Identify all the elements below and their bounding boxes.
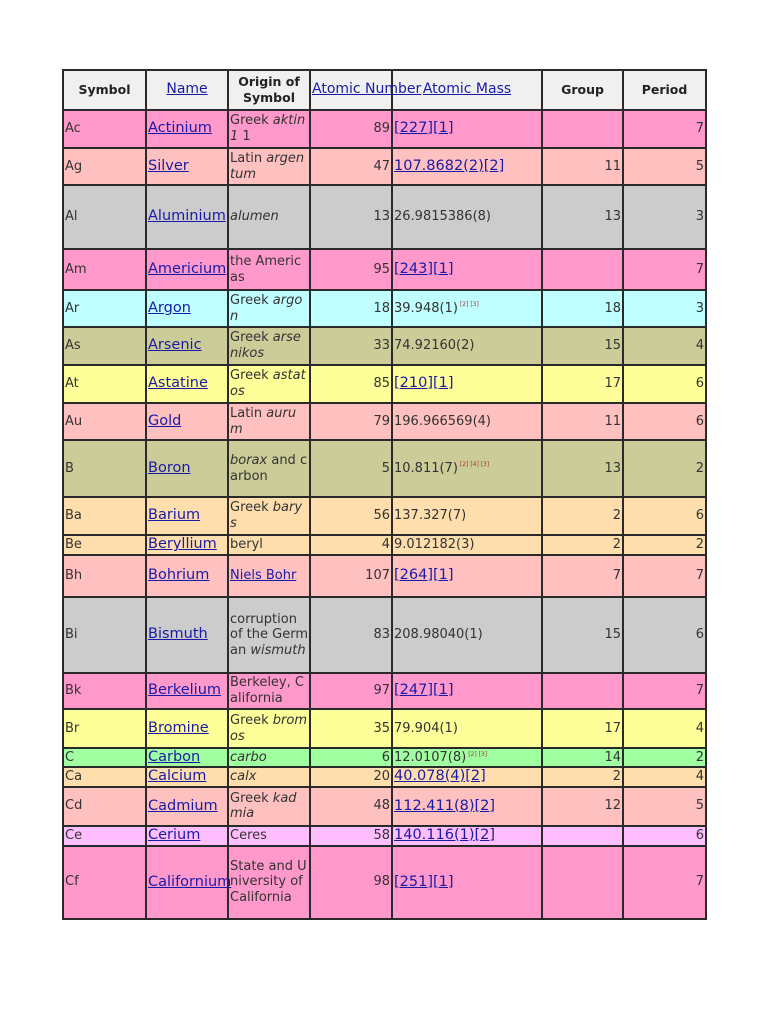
- symbol-cell: Au: [63, 403, 146, 440]
- atomic-number-cell: 47: [310, 148, 392, 185]
- period-cell: 4: [623, 327, 706, 365]
- group-cell: [542, 249, 623, 290]
- elements-table: [62, 69, 707, 920]
- header-name-link[interactable]: Name: [166, 81, 208, 98]
- atomic-mass-value: 74.92160(2): [394, 338, 475, 354]
- atomic-number-cell: 35: [310, 709, 392, 748]
- element-link[interactable]: Bromine: [148, 719, 209, 736]
- name-cell[interactable]: [146, 403, 228, 440]
- atomic-mass-link[interactable]: [210][1]: [394, 375, 454, 392]
- atomic-mass-link[interactable]: 107.8682(2)[2]: [394, 157, 505, 174]
- origin-word: kadmia: [230, 790, 297, 822]
- atomic-mass-value: 137.327(7): [394, 508, 467, 524]
- origin-word: carbo: [230, 749, 267, 765]
- group-cell: [542, 826, 623, 846]
- symbol-cell: Bh: [63, 555, 146, 597]
- atomic-number-cell: 4: [310, 535, 392, 555]
- reference-marks[interactable]: [2] [4] [3]: [459, 461, 490, 469]
- atomic-mass-link[interactable]: [264][1]: [394, 567, 454, 584]
- period-cell: 6: [623, 497, 706, 535]
- name-cell[interactable]: [146, 535, 228, 555]
- origin-word: alumen: [230, 209, 279, 225]
- atomic-mass-cell: [392, 110, 542, 148]
- atomic-mass-cell: [392, 535, 542, 555]
- table-row: [63, 846, 706, 919]
- atomic-number-cell: 95: [310, 249, 392, 290]
- name-cell[interactable]: [146, 497, 228, 535]
- group-cell: 2: [542, 767, 623, 786]
- name-cell[interactable]: [146, 327, 228, 365]
- atomic-number-cell: 6: [310, 748, 392, 767]
- origin-text: Greek: [230, 790, 273, 806]
- origin-text: Latin: [230, 405, 267, 421]
- symbol-cell: Bk: [63, 673, 146, 709]
- atomic-mass-value: 208.98040(1): [394, 627, 483, 643]
- element-link[interactable]: Berkelium: [148, 682, 222, 699]
- origin-word: wismuth: [250, 642, 306, 658]
- symbol-cell: B: [63, 440, 146, 497]
- symbol-cell: Ba: [63, 497, 146, 535]
- name-cell[interactable]: [146, 787, 228, 826]
- name-cell[interactable]: [146, 249, 228, 290]
- period-cell: 7: [623, 110, 706, 148]
- element-link[interactable]: Boron: [148, 459, 191, 476]
- group-cell: 15: [542, 597, 623, 673]
- element-link[interactable]: Argon: [148, 299, 191, 316]
- header-atomic-mass-link[interactable]: Atomic Mass: [422, 81, 512, 98]
- origin-cell: [228, 185, 310, 249]
- atomic-number-cell: 58: [310, 826, 392, 846]
- table-row: [63, 673, 706, 709]
- origin-cell: [228, 535, 310, 555]
- origin-link[interactable]: Niels Bohr: [230, 568, 297, 584]
- atomic-mass-value: 79.904(1): [394, 720, 458, 736]
- atomic-mass-cell: [392, 497, 542, 535]
- element-link[interactable]: Astatine: [148, 375, 208, 392]
- period-cell: 7: [623, 846, 706, 919]
- name-cell[interactable]: [146, 555, 228, 597]
- atomic-mass-cell: [392, 555, 542, 597]
- element-link[interactable]: Arsenic: [148, 337, 202, 354]
- name-cell[interactable]: [146, 709, 228, 748]
- origin-text: Berkeley, California: [230, 675, 304, 706]
- atomic-number-cell: 13: [310, 185, 392, 249]
- group-cell: 17: [542, 709, 623, 748]
- atomic-mass-value: 26.9815386(8): [394, 209, 491, 225]
- name-cell[interactable]: [146, 673, 228, 709]
- group-cell: 13: [542, 440, 623, 497]
- origin-text: Greek: [230, 292, 273, 308]
- origin-cell: [228, 826, 310, 846]
- origin-cell: [228, 110, 310, 148]
- origin-cell: [228, 403, 310, 440]
- element-link[interactable]: Actinium: [148, 120, 212, 137]
- table-row: [63, 497, 706, 535]
- period-cell: 6: [623, 403, 706, 440]
- table-row: [63, 767, 706, 786]
- table-row: [63, 787, 706, 826]
- symbol-cell: Am: [63, 249, 146, 290]
- origin-cell: [228, 673, 310, 709]
- atomic-mass-cell: [392, 365, 542, 403]
- header-atomic-number[interactable]: [310, 70, 422, 110]
- element-link[interactable]: Americium: [148, 260, 227, 277]
- element-link[interactable]: Bohrium: [148, 567, 210, 584]
- table-row: [63, 403, 706, 440]
- atomic-mass-value: 12.0107(8): [394, 749, 467, 765]
- atomic-mass-value: 9.012182(3): [394, 537, 475, 553]
- origin-text: corruption of the German: [230, 611, 308, 658]
- element-link[interactable]: Californium: [148, 873, 232, 890]
- name-cell[interactable]: [146, 748, 228, 767]
- origin-text: Greek: [230, 368, 273, 384]
- origin-word: argon: [230, 292, 303, 324]
- period-cell: 7: [623, 673, 706, 709]
- atomic-number-cell: 48: [310, 787, 392, 826]
- symbol-cell: At: [63, 365, 146, 403]
- origin-cell: [228, 365, 310, 403]
- symbol-cell: C: [63, 748, 146, 767]
- origin-cell: [228, 748, 310, 767]
- table-row: [63, 748, 706, 767]
- atomic-mass-value: 196.966569(4): [394, 413, 491, 429]
- period-cell: 7: [623, 555, 706, 597]
- group-cell: [542, 673, 623, 709]
- group-cell: 14: [542, 748, 623, 767]
- atomic-number-cell: 33: [310, 327, 392, 365]
- period-cell: 7: [623, 249, 706, 290]
- origin-word: aurum: [230, 405, 297, 437]
- atomic-mass-cell: [392, 597, 542, 673]
- group-cell: 15: [542, 327, 623, 365]
- table-row: [63, 535, 706, 555]
- name-cell[interactable]: [146, 846, 232, 919]
- origin-text: Greek: [230, 712, 273, 728]
- origin-cell: [228, 290, 310, 327]
- atomic-mass-cell: [392, 846, 542, 919]
- origin-cell: [228, 497, 310, 535]
- symbol-cell: Ar: [63, 290, 146, 327]
- symbol-cell: Ce: [63, 826, 146, 846]
- symbol-cell: Ca: [63, 767, 146, 786]
- group-cell: 11: [542, 403, 623, 440]
- element-link[interactable]: Cadmium: [148, 797, 218, 814]
- origin-word: aktin1: [230, 113, 306, 144]
- atomic-number-cell: 18: [310, 290, 392, 327]
- header-group: Group: [542, 70, 623, 110]
- header-atomic-number-link[interactable]: Atomic Number: [312, 81, 422, 98]
- atomic-mass-cell: [392, 748, 542, 767]
- table-row: [63, 365, 706, 403]
- origin-word: barys: [230, 500, 303, 531]
- origin-cell: [228, 846, 310, 919]
- atomic-mass-value: 10.811(7): [394, 460, 458, 476]
- atomic-mass-cell: [392, 440, 542, 497]
- symbol-cell: Cd: [63, 787, 146, 826]
- atomic-number-cell: 83: [310, 597, 392, 673]
- origin-word: calx: [230, 769, 257, 785]
- symbol-cell: Bi: [63, 597, 146, 673]
- name-cell[interactable]: [146, 185, 228, 249]
- name-cell[interactable]: [146, 440, 228, 497]
- element-link[interactable]: Aluminium: [148, 208, 226, 225]
- atomic-mass-link[interactable]: 112.411(8)[2]: [394, 797, 496, 814]
- period-cell: 5: [623, 148, 706, 185]
- atomic-number-cell: 85: [310, 365, 392, 403]
- atomic-mass-cell: [392, 403, 542, 440]
- atomic-mass-cell: [392, 290, 542, 327]
- header-row: [63, 70, 706, 110]
- origin-text: Greek: [230, 330, 273, 346]
- period-cell: 2: [623, 440, 706, 497]
- atomic-number-cell: 5: [310, 440, 392, 497]
- atomic-mass-value: 39.948(1): [394, 300, 458, 316]
- header-name[interactable]: [146, 70, 228, 110]
- origin-word: argentum: [230, 150, 305, 182]
- header-symbol: Symbol: [63, 70, 146, 110]
- reference-marks[interactable]: [2] [3]: [468, 750, 488, 758]
- atomic-mass-cell: [392, 673, 542, 709]
- table-body: [63, 110, 706, 919]
- table-row: [63, 440, 706, 497]
- header-period: Period: [623, 70, 706, 110]
- period-cell: 4: [623, 709, 706, 748]
- table-row: [63, 826, 706, 846]
- element-link[interactable]: Beryllium: [148, 536, 217, 553]
- name-cell[interactable]: [146, 148, 228, 185]
- origin-cell: [228, 440, 310, 497]
- origin-word: borax: [230, 452, 268, 468]
- origin-cell: [228, 767, 310, 786]
- period-cell: 2: [623, 535, 706, 555]
- origin-cell: [228, 249, 310, 290]
- atomic-mass-link[interactable]: 140.116(1)[2]: [394, 827, 496, 844]
- element-link[interactable]: Carbon: [148, 749, 201, 765]
- origin-word: bromos: [230, 712, 308, 744]
- atomic-mass-link[interactable]: [247][1]: [394, 682, 454, 699]
- atomic-mass-cell: [392, 787, 542, 826]
- name-cell[interactable]: [146, 290, 228, 327]
- name-cell[interactable]: [146, 767, 228, 786]
- period-cell: 2: [623, 748, 706, 767]
- origin-suffix: 1: [238, 129, 251, 144]
- name-cell[interactable]: [146, 110, 228, 148]
- table-row: [63, 709, 706, 748]
- atomic-mass-link[interactable]: [243][1]: [394, 260, 454, 277]
- period-cell: 5: [623, 787, 706, 826]
- origin-text: Ceres: [230, 827, 267, 843]
- symbol-cell: Ag: [63, 148, 146, 185]
- origin-cell: [228, 555, 310, 597]
- atomic-number-cell: 20: [310, 767, 392, 786]
- origin-cell: [228, 787, 310, 826]
- origin-text: beryl: [230, 537, 263, 553]
- symbol-cell: Ac: [63, 110, 146, 148]
- element-link[interactable]: Gold: [148, 412, 182, 429]
- element-link[interactable]: Silver: [148, 157, 189, 174]
- group-cell: 17: [542, 365, 623, 403]
- name-cell[interactable]: [146, 597, 228, 673]
- atomic-mass-cell: [392, 327, 542, 365]
- origin-cell: [228, 327, 310, 365]
- reference-marks[interactable]: [2] [3]: [459, 301, 479, 309]
- period-cell: 6: [623, 826, 706, 846]
- name-cell[interactable]: [146, 826, 228, 846]
- table-row: [63, 555, 706, 597]
- origin-cell: [228, 148, 310, 185]
- table-row: [63, 327, 706, 365]
- table-row: [63, 148, 706, 185]
- origin-text: the Americas: [230, 253, 302, 285]
- symbol-cell: Br: [63, 709, 146, 748]
- symbol-cell: As: [63, 327, 146, 365]
- period-cell: 4: [623, 767, 706, 786]
- group-cell: 2: [542, 497, 623, 535]
- origin-text: Greek: [230, 113, 273, 129]
- atomic-mass-cell: [392, 249, 542, 290]
- symbol-cell: Cf: [63, 846, 146, 919]
- element-link[interactable]: Cerium: [148, 827, 201, 844]
- origin-cell: [228, 709, 310, 748]
- element-link[interactable]: Calcium: [148, 768, 207, 785]
- group-cell: 18: [542, 290, 623, 327]
- table-row: [63, 597, 706, 673]
- atomic-mass-cell: [392, 148, 542, 185]
- period-cell: 6: [623, 597, 706, 673]
- atomic-mass-cell: [392, 767, 542, 786]
- atomic-mass-link[interactable]: [227][1]: [394, 120, 454, 137]
- atomic-number-cell: 89: [310, 110, 392, 148]
- group-cell: [542, 110, 623, 148]
- table-row: [63, 249, 706, 290]
- symbol-cell: Al: [63, 185, 146, 249]
- origin-cell: [228, 597, 310, 673]
- origin-text: Latin: [230, 150, 267, 166]
- atomic-mass-link[interactable]: [251][1]: [394, 873, 454, 890]
- atomic-number-cell: 56: [310, 497, 392, 535]
- atomic-mass-cell: [392, 185, 542, 249]
- table-row: [63, 110, 706, 148]
- group-cell: 2: [542, 535, 623, 555]
- origin-text: State and University of California: [230, 858, 307, 906]
- atomic-number-cell: 98: [310, 846, 392, 919]
- atomic-mass-cell: [392, 709, 542, 748]
- period-cell: 3: [623, 290, 706, 327]
- origin-text: Greek: [230, 500, 273, 516]
- symbol-cell: Be: [63, 535, 146, 555]
- atomic-mass-link[interactable]: 40.078(4)[2]: [394, 768, 486, 785]
- origin-word: astatos: [230, 368, 306, 399]
- atomic-number-cell: 79: [310, 403, 392, 440]
- group-cell: 12: [542, 787, 623, 826]
- name-cell[interactable]: [146, 365, 228, 403]
- atomic-number-cell: 97: [310, 673, 392, 709]
- element-link[interactable]: Bismuth: [148, 626, 208, 643]
- group-cell: 13: [542, 185, 623, 249]
- group-cell: [542, 846, 623, 919]
- header-origin: Origin of Symbol: [228, 70, 310, 110]
- element-link[interactable]: Barium: [148, 507, 201, 524]
- group-cell: 11: [542, 148, 623, 185]
- period-cell: 3: [623, 185, 706, 249]
- period-cell: 6: [623, 365, 706, 403]
- table-row: [63, 290, 706, 327]
- group-cell: 7: [542, 555, 623, 597]
- atomic-number-cell: 107: [310, 555, 392, 597]
- origin-word: arsenikos: [230, 330, 301, 361]
- atomic-mass-cell: [392, 826, 542, 846]
- origin-suffix: and carbon: [230, 452, 308, 484]
- table-row: [63, 185, 706, 249]
